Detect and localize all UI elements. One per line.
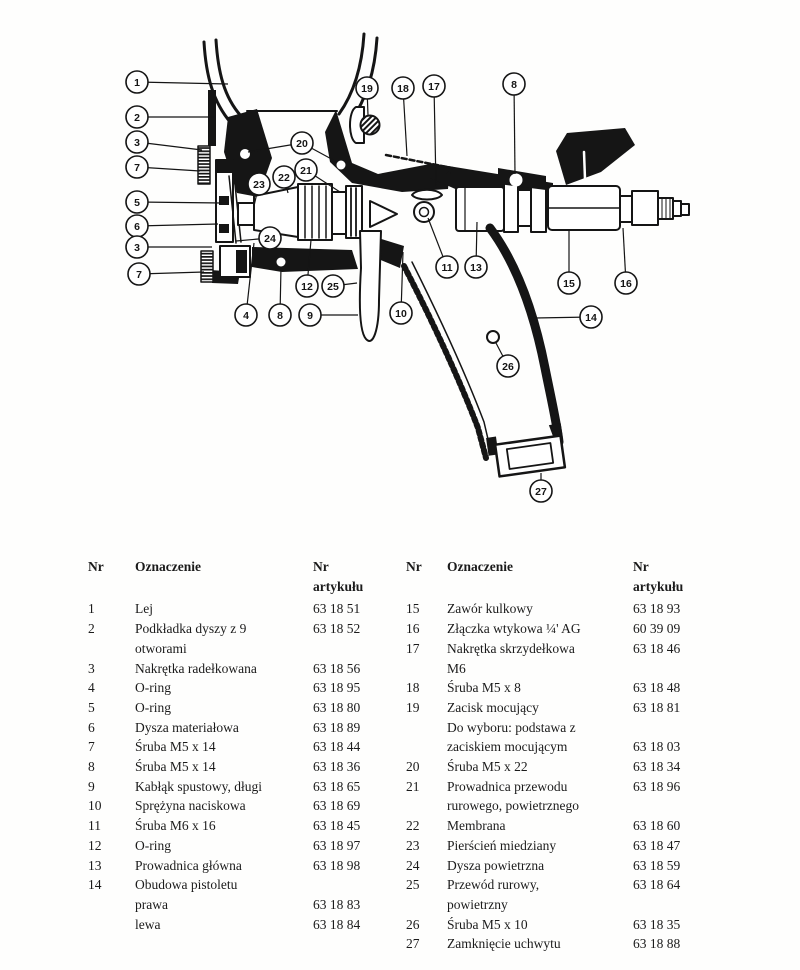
part-name: prawa (135, 896, 168, 912)
parts-table-body (88, 599, 403, 934)
part-name: Prowadnica przewodu (447, 778, 568, 794)
part-number: 3 (88, 660, 95, 676)
part-number (406, 895, 447, 915)
table-row (406, 816, 724, 836)
table-row (88, 639, 403, 659)
part-name: Sprężyna naciskowa (135, 798, 246, 814)
article-number: 63 18 48 (633, 680, 681, 696)
callout-1 (126, 71, 148, 93)
part-name: Śruba M5 x 22 (447, 759, 528, 775)
table-row (406, 639, 724, 659)
part-number: 26 (406, 916, 420, 932)
part-number: 15 (406, 601, 420, 617)
callout-26 (497, 355, 519, 377)
part-name: Śruba M5 x 10 (447, 916, 528, 932)
callout-number: 13 (470, 261, 482, 274)
table-row (406, 777, 724, 797)
part-name: Zamknięcie uchwytu (447, 936, 561, 952)
table-row (406, 915, 724, 935)
callout-27 (530, 480, 552, 502)
callout-number: 6 (134, 220, 140, 233)
callout-3 (126, 131, 148, 153)
part-name: lewa (135, 916, 161, 932)
table-row (88, 757, 403, 777)
table-row (406, 619, 724, 639)
part-name: Śruba M5 x 14 (135, 739, 216, 755)
table-row (88, 895, 403, 915)
callout-3 (126, 236, 148, 258)
article-number: 63 18 65 (313, 778, 361, 794)
trigger-bar (360, 231, 381, 341)
callout-18 (392, 77, 414, 99)
callout-number: 18 (397, 82, 409, 95)
part-name: O-ring (135, 680, 171, 696)
part-number: 11 (88, 818, 101, 834)
part-number: 23 (406, 837, 420, 853)
callout-11 (436, 256, 458, 278)
article-number (313, 639, 403, 659)
callout-number: 27 (535, 485, 547, 498)
callout-25 (322, 275, 344, 297)
table-row (406, 796, 724, 816)
part-name: M6 (447, 660, 466, 676)
callout-number: 3 (134, 136, 140, 149)
callout-number: 8 (511, 78, 517, 91)
callout-number: 12 (301, 280, 313, 293)
article-number: 63 18 89 (313, 719, 361, 735)
callout-number: 25 (327, 280, 339, 293)
article-number: 63 18 46 (633, 640, 681, 656)
part-number: 27 (406, 936, 420, 952)
table-row (406, 836, 724, 856)
article-number: 63 18 84 (313, 916, 361, 932)
table-row (406, 599, 724, 619)
part-name: Membrana (447, 818, 506, 834)
table-row (88, 915, 403, 935)
mounting-clamp (350, 107, 380, 143)
part-name: Prowadnica główna (135, 857, 242, 873)
part-name: O-ring (135, 699, 171, 715)
part-name: Zawór kulkowy (447, 601, 533, 617)
callout-number: 10 (395, 307, 407, 320)
part-number: 19 (406, 699, 420, 715)
part-name: Kabłąk spustowy, długi (135, 778, 262, 794)
part-number: 22 (406, 818, 420, 834)
table-header-row (406, 557, 724, 599)
callout-number: 9 (307, 309, 313, 322)
article-number: 63 18 98 (313, 857, 361, 873)
callout-7 (128, 263, 150, 285)
callout-number: 1 (134, 76, 140, 89)
article-number: 63 18 60 (633, 818, 681, 834)
callout-number: 7 (136, 268, 142, 281)
article-number: 63 18 59 (633, 857, 681, 873)
callout-number: 4 (243, 309, 249, 322)
part-name: Śruba M6 x 16 (135, 818, 216, 834)
callout-7 (126, 156, 148, 178)
callout-21 (295, 159, 317, 181)
table-row (406, 895, 724, 915)
part-name: O-ring (135, 837, 171, 853)
table-row (88, 718, 403, 738)
col-header-nr: Nr (406, 559, 422, 574)
table-row (406, 934, 724, 954)
part-number: 6 (88, 719, 95, 735)
part-name: Przewód rurowy, (447, 877, 540, 893)
part-number (406, 796, 447, 816)
table-row (88, 856, 403, 876)
parts-table-left (88, 557, 403, 934)
part-number: 25 (406, 877, 420, 893)
callout-13 (465, 256, 487, 278)
part-number (88, 639, 135, 659)
table-row (88, 836, 403, 856)
article-number (633, 895, 724, 915)
table-row (406, 678, 724, 698)
table-row (88, 796, 403, 816)
article-number (313, 875, 403, 895)
part-number: 14 (88, 877, 102, 893)
part-number (88, 895, 135, 915)
callout-15 (558, 272, 580, 294)
part-number (406, 659, 447, 679)
part-name: Pierścień miedziany (447, 837, 557, 853)
article-number (633, 796, 724, 816)
callout-17 (423, 75, 445, 97)
callout-9 (299, 304, 321, 326)
callout-number: 7 (134, 161, 140, 174)
article-number: 63 18 44 (313, 739, 361, 755)
article-number: 63 18 52 (313, 621, 361, 637)
part-number: 4 (88, 680, 95, 696)
article-number: 63 18 45 (313, 818, 361, 834)
part-name: Nakrętka radełkowana (135, 660, 257, 676)
article-number: 63 18 51 (313, 601, 361, 617)
col-header-article: Nr artykułu (633, 559, 684, 594)
callout-23 (248, 173, 270, 195)
part-name: rurowego, powietrznego (447, 798, 579, 814)
article-number: 63 18 93 (633, 601, 681, 617)
table-row (406, 856, 724, 876)
callout-number: 8 (277, 309, 283, 322)
part-name: Podkładka dyszy z 9 (135, 621, 247, 637)
table-row (88, 599, 403, 619)
table-row (88, 777, 403, 797)
article-number: 63 18 03 (633, 739, 681, 755)
part-number: 7 (88, 739, 95, 755)
table-row (88, 698, 403, 718)
article-number: 63 18 56 (313, 660, 361, 676)
article-number: 63 18 36 (313, 759, 361, 775)
table-row (406, 698, 724, 718)
part-number: 20 (406, 759, 420, 775)
callout-number: 5 (134, 196, 140, 209)
article-number: 63 18 34 (633, 759, 681, 775)
callout-number: 2 (134, 111, 140, 124)
callout-8 (269, 304, 291, 326)
callout-number: 20 (296, 137, 308, 150)
callout-8 (503, 73, 525, 95)
part-number (406, 718, 447, 738)
part-name: Dysza materiałowa (135, 719, 239, 735)
part-name: Śruba M5 x 8 (447, 680, 521, 696)
part-name: Śruba M5 x 14 (135, 759, 216, 775)
callout-number: 26 (502, 360, 514, 373)
air-line (386, 155, 452, 168)
article-number: 63 18 96 (633, 778, 681, 794)
callout-19 (356, 77, 378, 99)
callout-number: 21 (300, 164, 312, 177)
col-header-name: Oznaczenie (447, 559, 513, 574)
callout-22 (273, 166, 295, 188)
part-number: 5 (88, 699, 95, 715)
part-name: powietrzny (447, 896, 508, 912)
table-row (406, 875, 724, 895)
part-number (88, 915, 135, 935)
part-name: Lej (135, 601, 153, 617)
callout-leader-line (137, 224, 218, 226)
callout-number: 23 (253, 178, 265, 191)
part-number: 21 (406, 778, 420, 794)
table-row (406, 757, 724, 777)
part-number: 12 (88, 837, 102, 853)
part-number: 13 (88, 857, 102, 873)
callout-number: 15 (563, 277, 575, 290)
table-row (88, 678, 403, 698)
callout-10 (390, 302, 412, 324)
table-row (406, 718, 724, 738)
callout-number: 22 (278, 171, 290, 184)
article-number: 63 18 97 (313, 837, 361, 853)
callout-leader-line (514, 84, 515, 174)
part-number: 10 (88, 798, 102, 814)
article-number (633, 718, 724, 738)
table-header-row (88, 557, 403, 599)
quick-connect-fitting (620, 191, 689, 225)
handle-cap (486, 423, 567, 477)
parts-table-body (406, 599, 724, 954)
part-name: Do wyboru: podstawa z (447, 719, 576, 735)
article-number: 63 18 83 (313, 896, 361, 912)
table-row (88, 875, 403, 895)
part-number: 24 (406, 857, 420, 873)
callout-24 (259, 227, 281, 249)
callout-number: 3 (134, 241, 140, 254)
callout-number: 17 (428, 80, 440, 93)
table-row (88, 619, 403, 639)
callout-number: 14 (585, 311, 597, 324)
article-number: 63 18 35 (633, 916, 681, 932)
article-number: 63 18 95 (313, 680, 361, 696)
valve-lever (556, 128, 635, 185)
part-number: 1 (88, 601, 95, 617)
callout-12 (296, 275, 318, 297)
part-number: 18 (406, 680, 420, 696)
part-name: Nakrętka skrzydełkowa (447, 640, 575, 656)
article-number: 63 18 80 (313, 699, 361, 715)
callout-number: 24 (264, 232, 276, 245)
part-number: 9 (88, 778, 95, 794)
col-header-article: Nr artykułu (313, 559, 364, 594)
callout-14 (580, 306, 602, 328)
part-number: 2 (88, 621, 95, 637)
callout-leader-line (137, 82, 228, 84)
part-number (406, 737, 447, 757)
table-row (406, 737, 724, 757)
col-header-nr: Nr (88, 559, 104, 574)
parts-table-right (406, 557, 724, 954)
callout-leader-line (137, 202, 222, 203)
part-number: 16 (406, 621, 420, 637)
part-number: 8 (88, 759, 95, 775)
article-number: 63 18 88 (633, 936, 681, 952)
part-name: Dysza powietrzna (447, 857, 545, 873)
article-number: 63 18 64 (633, 877, 681, 893)
callout-20 (291, 132, 313, 154)
callout-2 (126, 106, 148, 128)
part-number: 17 (406, 640, 420, 656)
callout-number: 16 (620, 277, 632, 290)
part-name: otworami (135, 640, 187, 656)
part-name: Złączka wtykowa ¼' AG (447, 621, 581, 637)
part-name: zaciskiem mocującym (447, 739, 568, 755)
callout-16 (615, 272, 637, 294)
part-name: Obudowa pistoletu (135, 877, 238, 893)
grip-screw (487, 331, 499, 343)
part-name: Zacisk mocujący (447, 699, 539, 715)
table-row (88, 659, 403, 679)
callout-6 (126, 215, 148, 237)
col-header-name: Oznaczenie (135, 559, 201, 574)
article-number: 60 39 09 (633, 621, 681, 637)
callout-4 (235, 304, 257, 326)
callout-number: 11 (441, 261, 453, 274)
article-number (633, 659, 724, 679)
table-row (406, 659, 724, 679)
article-number: 63 18 47 (633, 837, 681, 853)
article-number: 63 18 69 (313, 798, 361, 814)
article-number: 63 18 81 (633, 699, 681, 715)
table-row (88, 737, 403, 757)
table-row (88, 816, 403, 836)
callout-5 (126, 191, 148, 213)
callout-number: 19 (361, 82, 373, 95)
